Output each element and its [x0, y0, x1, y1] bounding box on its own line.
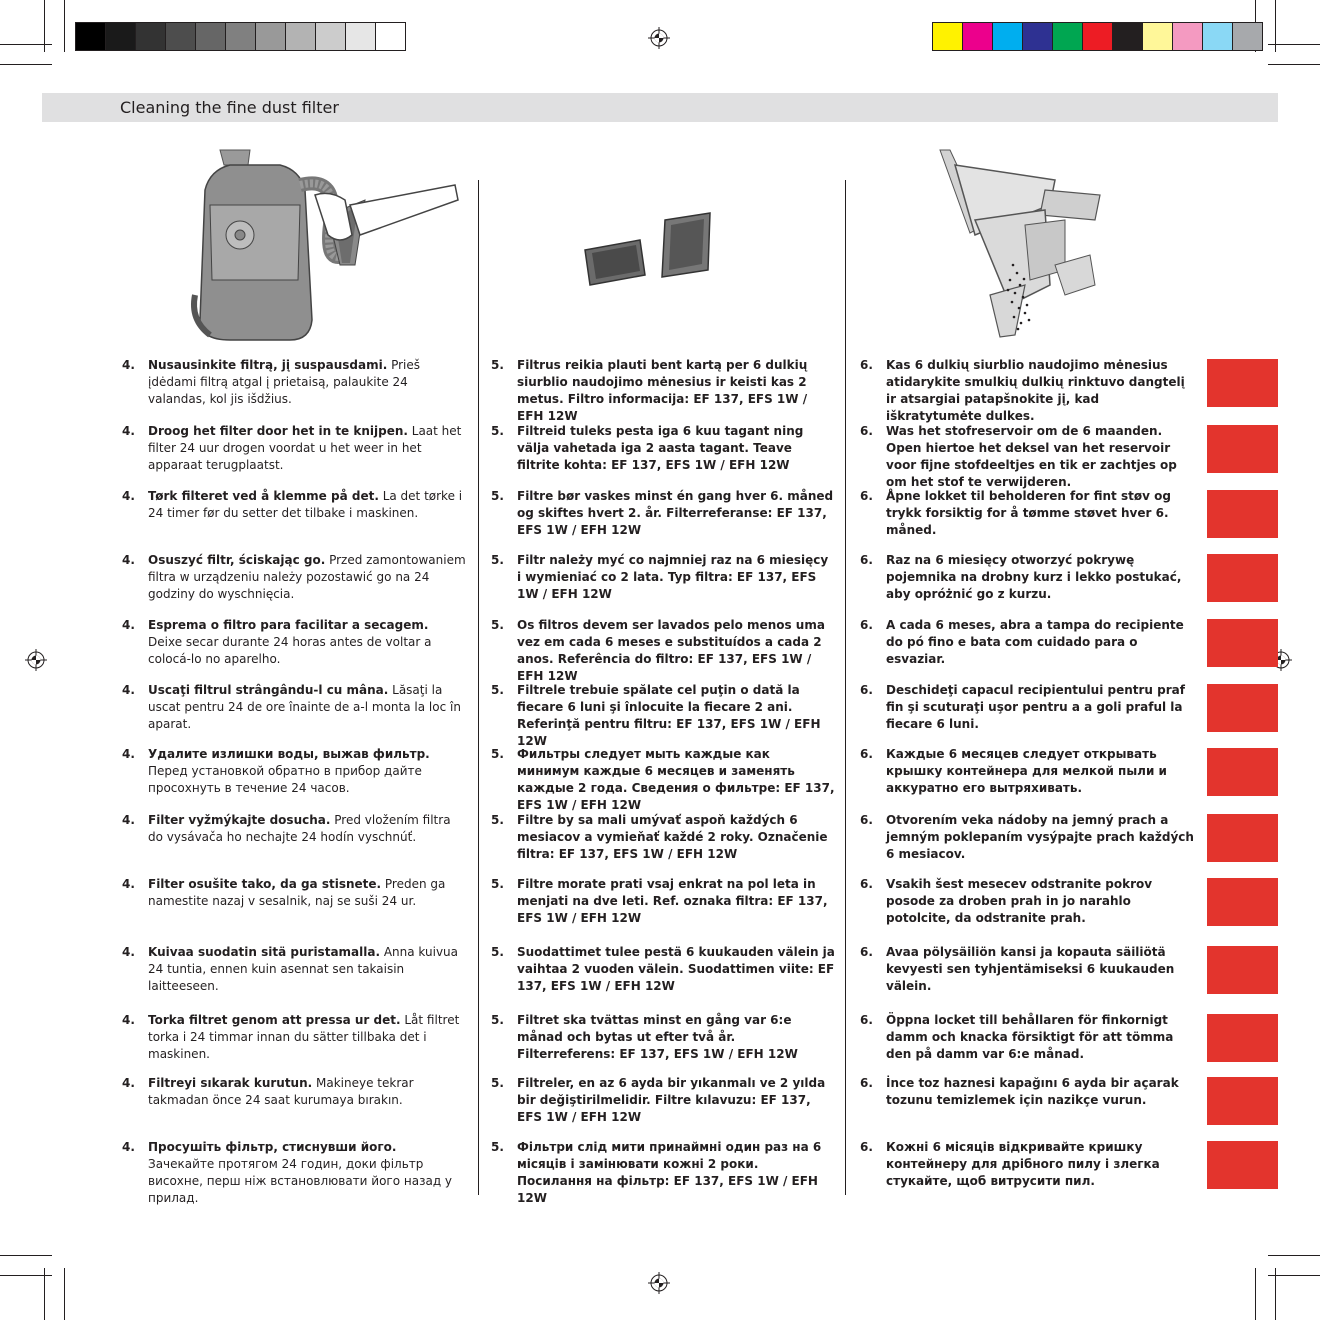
step-text-bold: Raz na 6 miesięcy otworzyć pokrywę pojemnika na drobny kurz i lekko postukać, aby opróżnić go z kurzu. — [886, 553, 1182, 601]
step-text-bold: Filtreyi sıkarak kurutun. — [148, 1076, 313, 1090]
step-text-bold: Os filtros devem ser lavados pelo menos uma vez em cada 6 meses e substituídos a cada 2 anos. Referência do filtro: EF 137, EFS 1W / EFH 12W — [517, 618, 825, 683]
step-text-regular: Preden ga namestite nazaj v sesalnik, naj se suši 24 ur. — [148, 877, 446, 908]
step-text-bold: Удалите излишки воды, выжав фильтр. — [148, 747, 430, 761]
step-text-bold: Vsakih šest mesecev odstranite pokrov posode za droben prah in jo narahlo potolcite, da odstranite prah. — [886, 877, 1153, 925]
crop-mark — [0, 1255, 52, 1256]
step-text-regular: Pred vložením filtra do vysávača ho nechajte 24 hodín vyschnúť. — [148, 813, 451, 844]
color-swatch — [963, 23, 993, 50]
step-number: 4. — [122, 683, 135, 697]
column-divider — [845, 180, 846, 1195]
step-text-bold: Filtr należy myć co najmniej raz na 6 miesięcy i wymieniać co 2 lata. Typ filtra: EF 137, EFS 1W / EFH 12W — [517, 553, 829, 601]
step-text-bold: Filtre morate prati vsaj enkrat na pol leta in menjati na dve leti. Ref. oznaka filtra: EF 137, EFS 1W / EFH 12W — [517, 877, 828, 925]
process-color-bar — [932, 22, 1263, 51]
crop-mark — [0, 64, 52, 65]
step-number: 4. — [122, 813, 135, 827]
crop-mark — [64, 1268, 65, 1320]
step-text-bold: Каждые 6 месяцев следует открывать крышку контейнера для мелкой пыли и аккуратно его вытряхивать. — [886, 747, 1167, 795]
step-number: 6. — [860, 813, 873, 827]
step-number: 4. — [122, 747, 135, 761]
step-text-bold: Kuivaa suodatin sitä puristamalla. — [148, 945, 381, 959]
step-text-bold: Tørk filteret ved å klemme på det. — [148, 489, 379, 503]
crop-mark — [64, 0, 65, 52]
color-swatch — [376, 23, 405, 50]
step-text — [148, 944, 466, 995]
crop-mark — [1268, 1255, 1320, 1256]
step-text-bold: Просушіть фільтр, стиснувши його. — [148, 1140, 397, 1154]
registration-mark-icon — [648, 1272, 670, 1294]
step-text-bold: Filtre by sa mali umývať aspoň každých 6 mesiacov a vymieňať každé 2 roky. Označenie filtra: EF 137, EFS 1W / EFH 12W — [517, 813, 828, 861]
step-number: 4. — [122, 1140, 135, 1154]
registration-mark-icon — [25, 649, 47, 671]
step-text — [517, 617, 835, 685]
step-text — [517, 1075, 835, 1126]
step-text — [148, 617, 466, 668]
step-number: 4. — [122, 553, 135, 567]
step-text-bold: Filter vyžmýkajte dosucha. — [148, 813, 331, 827]
language-tab — [1207, 359, 1278, 407]
color-swatch — [76, 23, 106, 50]
color-swatch — [1233, 23, 1262, 50]
step-text — [517, 552, 835, 603]
color-swatch — [933, 23, 963, 50]
step-text — [517, 1139, 835, 1207]
step-text — [886, 876, 1198, 927]
step-text — [148, 552, 466, 603]
dust-container-emptying-illustration — [925, 145, 1125, 345]
step-number: 5. — [491, 358, 504, 372]
column-divider — [478, 180, 479, 1195]
language-tab — [1207, 878, 1278, 926]
step-number: 6. — [860, 683, 873, 697]
registration-mark-icon — [648, 27, 670, 49]
crop-mark — [0, 1275, 52, 1276]
step-text — [886, 423, 1198, 491]
color-swatch — [1053, 23, 1083, 50]
step-text — [148, 876, 466, 910]
color-swatch — [1203, 23, 1233, 50]
step-text-bold: Suodattimet tulee pestä 6 kuukauden välein ja vaihtaa 2 vuoden välein. Suodattimen viite: EF 137, EFS 1W / EFH 12W — [517, 945, 835, 993]
language-tab — [1207, 619, 1278, 667]
crop-mark — [1268, 1275, 1320, 1276]
step-text — [148, 423, 466, 474]
step-text — [148, 488, 466, 522]
step-text-bold: Filtrele trebuie spălate cel puţin o dată la fiecare 6 luni şi înlocuite la fiecare 2 ani. Referinţă pentru filtru: EF 137, EFS 1W / EFH 12W — [517, 683, 821, 748]
step-text — [517, 423, 835, 474]
step-number: 5. — [491, 945, 504, 959]
step-text-bold: A cada 6 meses, abra a tampa do recipiente do pó fino e bata com cuidado para o esvaziar. — [886, 618, 1184, 666]
step-number: 5. — [491, 747, 504, 761]
step-number: 6. — [860, 1013, 873, 1027]
step-text-bold: Nusausinkite filtrą, jį suspausdami. — [148, 358, 388, 372]
step-text-bold: Esprema o filtro para facilitar a secagem. — [148, 618, 429, 632]
step-text-bold: Droog het filter door het in te knijpen. — [148, 424, 408, 438]
step-number: 6. — [860, 424, 873, 438]
step-text — [148, 1012, 466, 1063]
language-tab — [1207, 814, 1278, 862]
step-text — [886, 812, 1198, 863]
step-text-bold: Torka filtret genom att pressa ur det. — [148, 1013, 401, 1027]
color-swatch — [106, 23, 136, 50]
step-text-bold: Deschideţi capacul recipientului pentru praf fin şi scuturaţi uşor pentru a a goli praful la fiecare 6 luni. — [886, 683, 1185, 731]
step-number: 6. — [860, 489, 873, 503]
step-text — [517, 1012, 835, 1063]
crop-mark — [1255, 1268, 1256, 1320]
language-tab — [1207, 748, 1278, 796]
step-text-bold: Filtreid tuleks pesta iga 6 kuu tagant ning välja vahetada iga 2 aasta tagant. Teave filtrite kohta: EF 137, EFS 1W / EFH 12W — [517, 424, 804, 472]
step-text — [886, 1012, 1198, 1063]
step-number: 5. — [491, 424, 504, 438]
step-text — [148, 682, 466, 733]
step-number: 6. — [860, 618, 873, 632]
step-number: 6. — [860, 1076, 873, 1090]
step-text-regular: Låt filtret torka i 24 timmar innan du sätter tillbaka det i maskinen. — [148, 1013, 460, 1061]
step-number: 5. — [491, 618, 504, 632]
crop-mark — [1268, 64, 1320, 65]
step-number: 6. — [860, 747, 873, 761]
filters-illustration — [580, 205, 720, 290]
step-text-bold: Filtreler, en az 6 ayda bir yıkanmalı ve 2 yılda bir değiştirilmelidir. Filtre kılavuzu: EF 137, EFS 1W / EFH 12W — [517, 1076, 826, 1124]
language-tab — [1207, 1141, 1278, 1189]
language-tab — [1207, 554, 1278, 602]
step-number: 4. — [122, 877, 135, 891]
step-text-bold: Кожні 6 місяців відкривайте кришку контейнеру для дрібного пилу і злегка стукайте, щоб витрусити пил. — [886, 1140, 1160, 1188]
step-number: 5. — [491, 1013, 504, 1027]
color-swatch — [196, 23, 226, 50]
step-number: 4. — [122, 1013, 135, 1027]
step-text — [517, 812, 835, 863]
step-text — [148, 357, 466, 408]
step-text-bold: Avaa pölysäiliön kansi ja kopauta säiliötä kevyesti sen tyhjentämiseksi 6 kuukauden välein. — [886, 945, 1175, 993]
step-number: 6. — [860, 1140, 873, 1154]
color-swatch — [346, 23, 376, 50]
step-text-bold: Öppna locket till behållaren för finkornigt damm och knacka försiktigt för att tömma den på damm var 6:e månad. — [886, 1013, 1174, 1061]
color-swatch — [136, 23, 166, 50]
step-text — [886, 488, 1198, 539]
color-swatch — [1113, 23, 1143, 50]
color-swatch — [993, 23, 1023, 50]
color-swatch — [256, 23, 286, 50]
color-swatch — [226, 23, 256, 50]
step-text-bold: Filtre bør vaskes minst én gang hver 6. måned og skiftes hvert 2. år. Filterreferanse: EF 137, EFS 1W / EFH 12W — [517, 489, 834, 537]
step-number: 6. — [860, 358, 873, 372]
step-text-bold: İnce toz haznesi kapağını 6 ayda bir açarak tozunu temizlemek için nazikçe vurun. — [886, 1076, 1179, 1107]
step-number: 4. — [122, 945, 135, 959]
step-text-regular: Makineye tekrar takmadan önce 24 saat kurumaya bırakın. — [148, 1076, 414, 1107]
step-number: 5. — [491, 489, 504, 503]
step-text-regular: Przed zamontowaniem filtra w urządzeniu należy pozostawić go na 24 godziny do wyschnięcia. — [148, 553, 466, 601]
language-tab — [1207, 490, 1278, 538]
color-swatch — [1143, 23, 1173, 50]
step-number: 4. — [122, 489, 135, 503]
color-swatch — [1023, 23, 1053, 50]
step-number: 5. — [491, 877, 504, 891]
step-text — [517, 876, 835, 927]
step-text — [517, 682, 835, 750]
step-text-regular: La det tørke i 24 timer før du setter det tilbake i maskinen. — [148, 489, 463, 520]
step-text-regular: Deixe secar durante 24 horas antes de voltar a colocá-lo no aparelho. — [148, 635, 432, 666]
step-text-bold: Filter osušite tako, da ga stisnete. — [148, 877, 382, 891]
step-text-bold: Was het stofreservoir om de 6 maanden. Open hiertoe het deksel van het reservoir voor fijne stofdeeltjes en tik er zachtjes op om het stof te verwijderen. — [886, 424, 1177, 489]
section-header — [42, 93, 1278, 122]
step-number: 4. — [122, 618, 135, 632]
step-text-bold: Filtret ska tvättas minst en gång var 6:e månad och bytas ut efter två år. Filterreferens: EF 137, EFS 1W / EFH 12W — [517, 1013, 798, 1061]
step-number: 5. — [491, 1076, 504, 1090]
color-swatch — [286, 23, 316, 50]
step-number: 4. — [122, 424, 135, 438]
step-text-bold: Otvorením veka nádoby na jemný prach a jemným poklepaním vysýpajte prach každých 6 mesiacov. — [886, 813, 1194, 861]
page-title: Cleaning the fine dust filter — [120, 98, 339, 117]
step-text — [886, 552, 1198, 603]
step-number: 4. — [122, 358, 135, 372]
step-text — [148, 1139, 466, 1207]
language-tab — [1207, 684, 1278, 732]
step-text-bold: Фильтры следует мыть каждые как минимум каждые 6 месяцев и заменять каждые 2 года. Сведения о фильтре: EF 137, EFS 1W / EFH 12W — [517, 747, 835, 812]
step-text — [886, 1139, 1198, 1190]
step-number: 6. — [860, 553, 873, 567]
step-text-bold: Uscaţi filtrul strângându-l cu mâna. — [148, 683, 389, 697]
step-text-regular: Laat het filter 24 uur drogen voordat u het weer in het apparaat terugplaatst. — [148, 424, 462, 472]
step-text-regular: Зачекайте протягом 24 годин, доки фільтр висохне, перш ніж встановлювати його назад у прилад. — [148, 1157, 453, 1205]
step-text-bold: Åpne lokket til beholderen for fint støv og trykk forsiktig for å tømme støvet hver 6. måned. — [886, 489, 1171, 537]
language-tab — [1207, 946, 1278, 994]
step-number: 4. — [122, 1076, 135, 1090]
vacuum-squeeze-filter-illustration — [180, 145, 460, 345]
crop-mark — [1268, 44, 1320, 45]
step-text — [517, 944, 835, 995]
step-number: 5. — [491, 553, 504, 567]
color-swatch — [1173, 23, 1203, 50]
step-text — [517, 488, 835, 539]
step-text — [148, 1075, 466, 1109]
step-text-bold: Filtrus reikia plauti bent kartą per 6 dulkių siurblio naudojimo mėnesius ir keisti kas 2 metus. Filtro informacija: EF 137, EFS 1W / EFH 12W — [517, 358, 808, 423]
step-text-regular: Lăsaţi la uscat pentru 24 de ore înainte de a-l monta la loc în aparat. — [148, 683, 461, 731]
step-text-regular: Anna kuivua 24 tuntia, ennen kuin asennat sen takaisin laitteeseen. — [148, 945, 459, 993]
step-text — [886, 682, 1198, 733]
step-text — [886, 1075, 1198, 1109]
step-number: 5. — [491, 1140, 504, 1154]
step-text — [517, 746, 835, 814]
color-swatch — [166, 23, 196, 50]
language-tab — [1207, 1077, 1278, 1125]
step-text — [148, 812, 466, 846]
language-tab — [1207, 1014, 1278, 1062]
step-number: 5. — [491, 813, 504, 827]
color-swatch — [316, 23, 346, 50]
step-text — [517, 357, 835, 425]
color-swatch — [1083, 23, 1113, 50]
step-text-bold: Kas 6 dulkių siurblio naudojimo mėnesius atidarykite smulkių dulkių rinktuvo dangtelį ir atsargiai patapšnokite jį, kad iškratytumėte dulkes. — [886, 358, 1185, 423]
step-text — [886, 746, 1198, 797]
step-text — [148, 746, 466, 797]
step-text-regular: Перед установкой обратно в прибор дайте просохнуть в течение 24 часов. — [148, 764, 422, 795]
language-tab — [1207, 425, 1278, 473]
step-number: 5. — [491, 683, 504, 697]
step-text — [886, 617, 1198, 668]
step-text — [886, 944, 1198, 995]
step-text-regular: Prieš įdėdami filtrą atgal į prietaisą, palaukite 24 valandas, kol jis išdžius. — [148, 358, 421, 406]
step-text-bold: Фільтри слід мити принаймні один раз на 6 місяців і замінювати кожні 2 роки. Посилання на фільтр: EF 137, EFS 1W / EFH 12W — [517, 1140, 822, 1205]
step-number: 6. — [860, 945, 873, 959]
step-number: 6. — [860, 877, 873, 891]
step-text — [886, 357, 1198, 425]
grayscale-color-bar — [75, 22, 406, 51]
crop-mark — [0, 44, 52, 45]
step-text-bold: Osuszyć filtr, ściskając go. — [148, 553, 326, 567]
